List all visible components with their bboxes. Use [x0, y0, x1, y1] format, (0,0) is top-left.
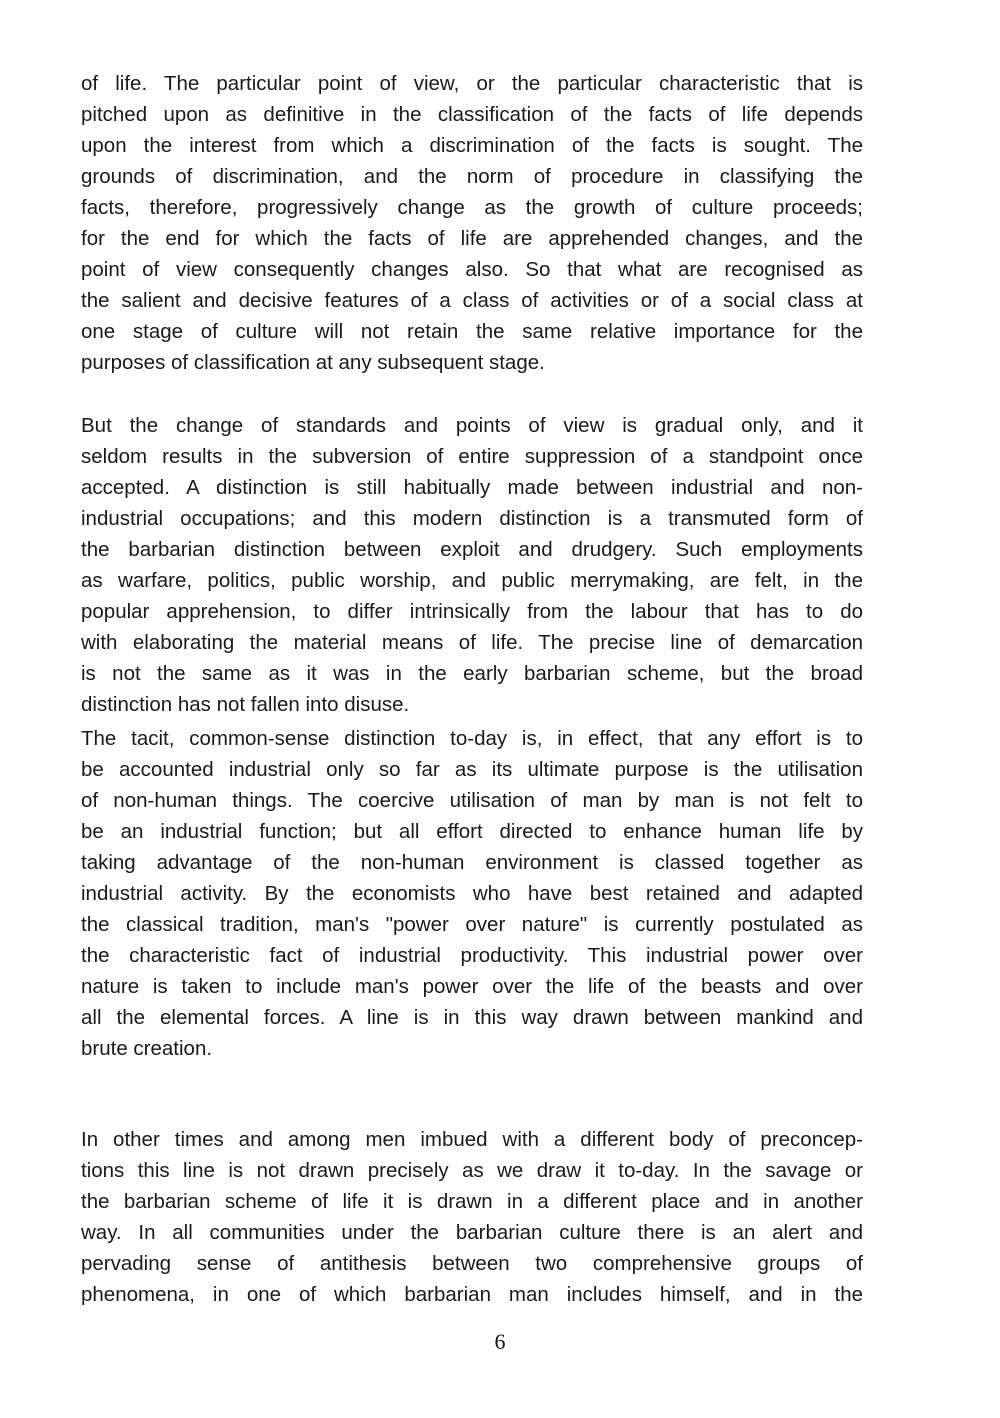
text-line: for the end for which the facts of life are apprehended changes, and the [81, 227, 863, 250]
text-line: facts, therefore, progressively change as the growth of culture proceeds; [81, 196, 863, 219]
text-line: taking advantage of the non-human environment is classed together as [81, 851, 863, 874]
paragraph-2 [81, 410, 863, 720]
text-line: upon the interest from which a discrimination of the facts is sought. The [81, 134, 863, 157]
text-line: pitched upon as definitive in the classification of the facts of life depends [81, 103, 863, 126]
text-line: grounds of discrimination, and the norm of procedure in classifying the [81, 165, 863, 188]
text-line: distinction has not fallen into disuse. [81, 693, 410, 716]
text-line: industrial activity. By the economists who have best retained and adapted [81, 882, 863, 905]
text-line: nature is taken to include man's power over the life of the beasts and over [81, 975, 863, 998]
text-line: brute creation. [81, 1037, 213, 1060]
page-number: 6 [494, 1329, 506, 1354]
text-line: The tacit, common-sense distinction to-day is, in effect, that any effort is to [81, 727, 863, 750]
text-line: the salient and decisive features of a class of activities or of a social class at [81, 289, 863, 312]
text-line: accepted. A distinction is still habitually made between industrial and non- [81, 476, 863, 499]
text-line: of non-human things. The coercive utilisation of man by man is not felt to [81, 789, 863, 812]
text-line: industrial occupations; and this modern distinction is a transmuted form of [81, 507, 863, 530]
paragraph-1 [81, 68, 863, 378]
text-line: tions this line is not drawn precisely as we draw it to-day. In the savage or [81, 1159, 863, 1182]
text-line: In other times and among men imbued with a different body of preconcep- [81, 1128, 863, 1151]
text-line: phenomena, in one of which barbarian man includes himself, and in the [81, 1283, 863, 1306]
paragraph-3 [81, 723, 863, 1064]
text-line: way. In all communities under the barbarian culture there is an alert and [81, 1221, 863, 1244]
text-line: point of view consequently changes also. So that what are recognised as [81, 258, 863, 281]
text-line: be accounted industrial only so far as its ultimate purpose is the utilisation [81, 758, 863, 781]
text-line: seldom results in the subversion of entire suppression of a standpoint once [81, 445, 863, 468]
text-line: all the elemental forces. A line is in this way drawn between mankind and [81, 1006, 863, 1029]
text-line: popular apprehension, to differ intrinsically from the labour that has to do [81, 600, 863, 623]
text-line: be an industrial function; but all effort directed to enhance human life by [81, 820, 863, 843]
text-line: as warfare, politics, public worship, and public merrymaking, are felt, in the [81, 569, 863, 592]
text-line: is not the same as it was in the early barbarian scheme, but the broad [81, 662, 863, 685]
text-line: purposes of classification at any subsequent stage. [81, 351, 545, 374]
text-line: But the change of standards and points of view is gradual only, and it [81, 414, 863, 437]
text-line: one stage of culture will not retain the same relative importance for the [81, 320, 863, 343]
text-line: the characteristic fact of industrial productivity. This industrial power over [81, 944, 863, 967]
text-line: of life. The particular point of view, or the particular characteristic that is [81, 72, 863, 95]
text-line: the classical tradition, man's "power over nature" is currently postulated as [81, 913, 863, 936]
text-line: pervading sense of antithesis between two comprehensive groups of [81, 1252, 863, 1275]
text-line: with elaborating the material means of life. The precise line of demarcation [81, 631, 863, 654]
paragraph-4 [81, 1124, 863, 1310]
text-line: the barbarian scheme of life it is drawn in a different place and in another [81, 1190, 863, 1213]
text-line: the barbarian distinction between exploit and drudgery. Such employments [81, 538, 863, 561]
